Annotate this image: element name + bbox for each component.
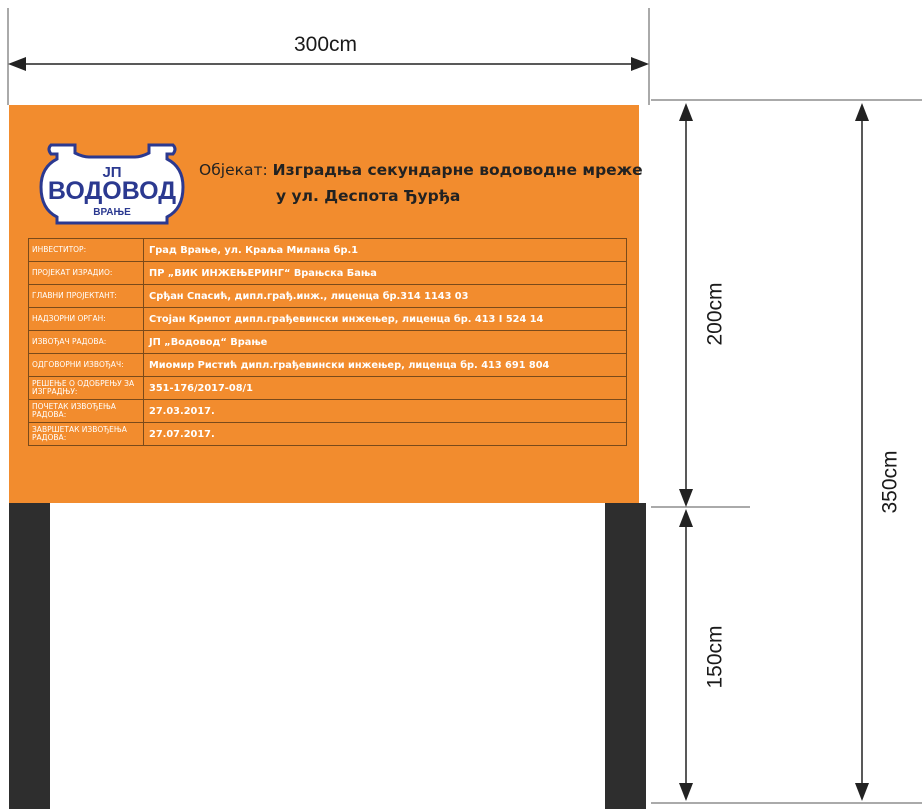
total-height-label: 350cm [878,450,902,514]
left-post [9,503,50,809]
row-key: РЕШЕЊЕ О ОДОБРЕЊУ ЗА ИЗГРАДЊУ: [29,377,144,400]
table-row [29,377,627,400]
row-key: ГЛАВНИ ПРОЈЕКТАНТ: [29,285,144,308]
table-row [29,285,627,308]
row-value: Стојан Крмпот дипл.грађевински инжењер, лиценца бр. 413 I 524 14 [144,308,627,331]
object-title-line1 [199,161,643,179]
sign-height-label: 200cm [703,282,727,346]
arrow-right-icon [631,57,649,71]
row-value: ПР „ВИК ИНЖЕЊЕРИНГ“ Врањска Бања [144,262,627,285]
row-key: ЗАВРШЕТАК ИЗВОЂЕЊА РАДОВА: [29,423,144,446]
vodovod-logo [37,137,187,227]
row-value: Град Врање, ул. Краља Милана бр.1 [144,239,627,262]
table-row [29,262,627,285]
arrow-left-icon [8,57,26,71]
row-value: 351-176/2017-08/1 [144,377,627,400]
table-row [29,308,627,331]
info-table [28,238,627,446]
arrow-up-icon [679,103,693,121]
arrow-down-icon [855,783,869,801]
row-value: Миомир Ристић дипл.грађевински инжењер, лиценца бр. 413 691 804 [144,354,627,377]
table-row [29,239,627,262]
row-key: НАДЗОРНИ ОРГАН: [29,308,144,331]
row-key: ПРОЈЕКАТ ИЗРАДИО: [29,262,144,285]
row-value: 27.07.2017. [144,423,627,446]
row-key: ИЗВОЂАЧ РАДОВА: [29,331,144,354]
width-label: 300cm [294,33,358,56]
logo-line3: ВРАЊЕ [93,207,131,218]
arrow-up-icon [855,103,869,121]
row-key: ПОЧЕТАК ИЗВОЂЕЊА РАДОВА: [29,400,144,423]
arrow-down-icon [679,783,693,801]
row-value: 27.03.2017. [144,400,627,423]
row-key: ОДГОВОРНИ ИЗВОЂАЧ: [29,354,144,377]
arrow-up-icon [679,509,693,527]
post-height-label: 150cm [703,625,727,689]
right-post [605,503,646,809]
table-row [29,400,627,423]
logo-line2: ВОДОВОД [47,177,177,205]
row-value: ЈП „Водовод“ Врање [144,331,627,354]
table-row [29,331,627,354]
arrow-down-icon [679,489,693,507]
object-title-line2: у ул. Деспота Ђурђа [276,187,461,205]
row-key: ИНВЕСТИТОР: [29,239,144,262]
object-name: Изградња секундарне водоводне мреже [272,161,643,179]
object-label: Објекат: [199,161,268,179]
table-row [29,354,627,377]
logo-line1: ЈП [102,164,122,181]
row-value: Срђан Спасић, дипл.грађ.инж., лиценца бр.314 1143 03 [144,285,627,308]
table-row [29,423,627,446]
